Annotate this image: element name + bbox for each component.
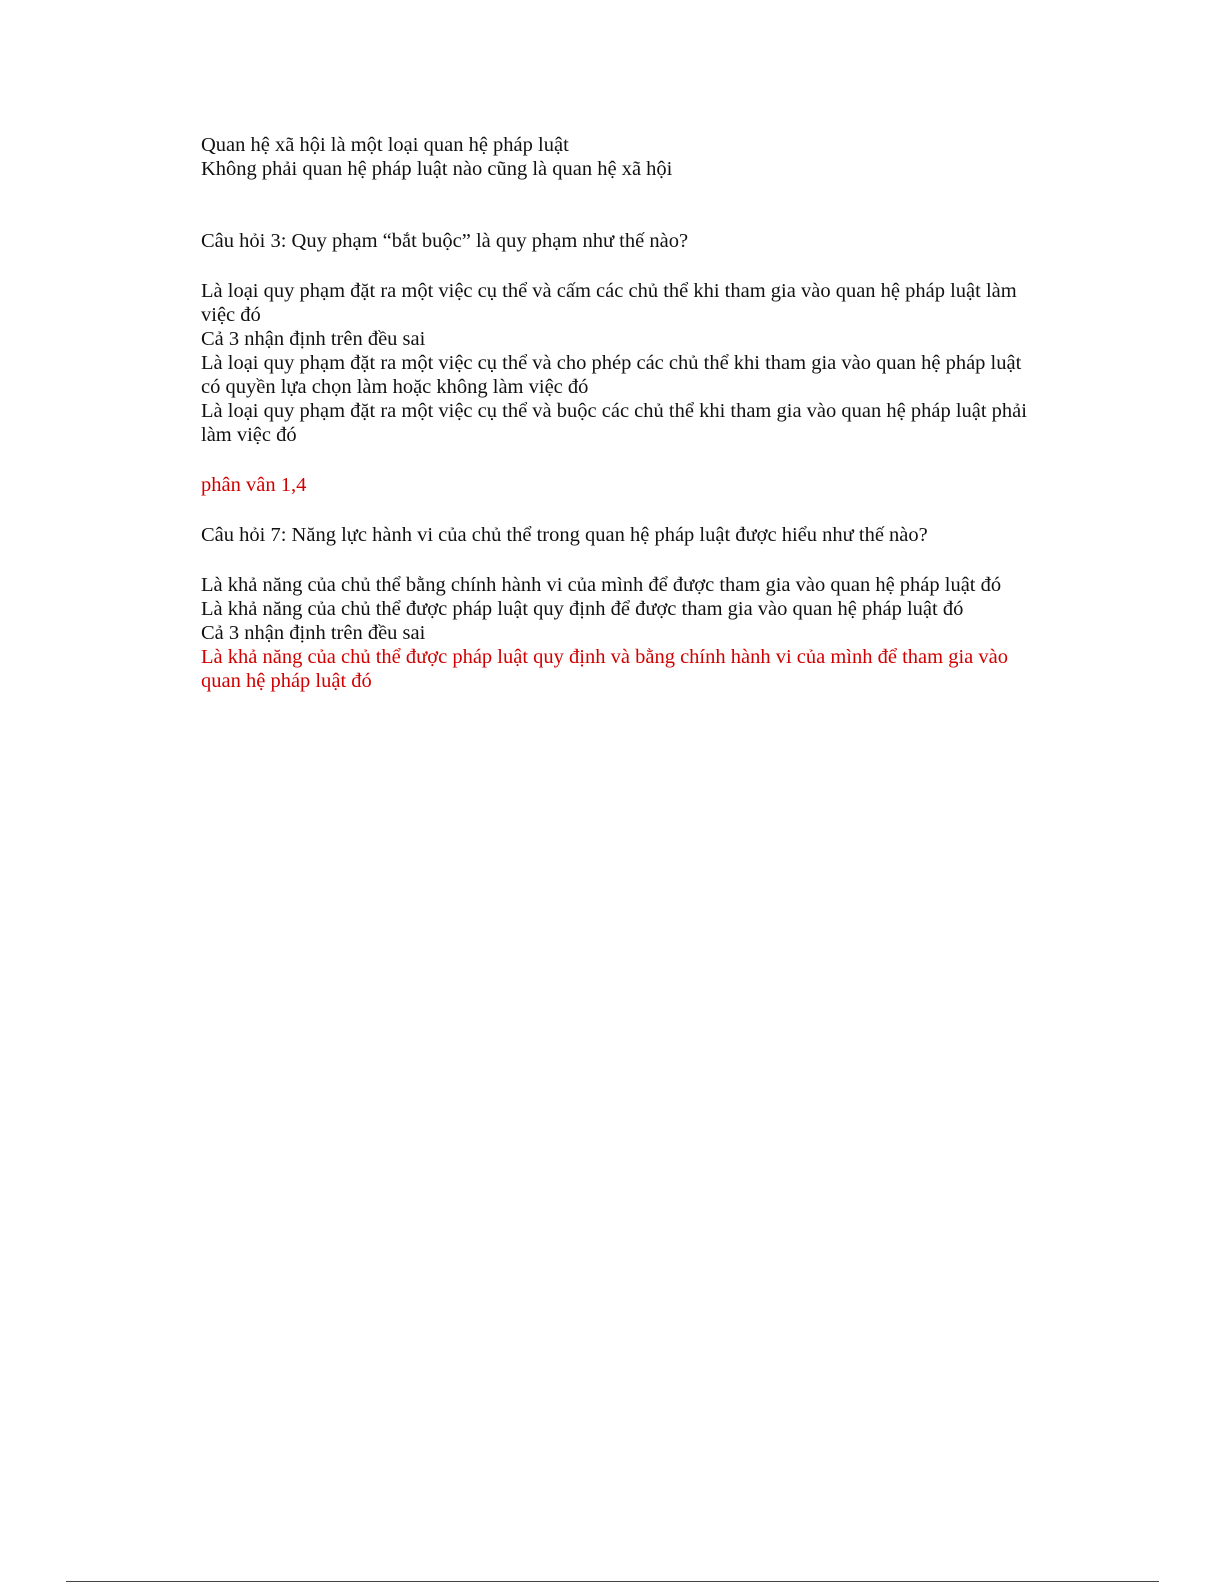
- question-7-correct-option: Là khả năng của chủ thể được pháp luật quy định và bằng chính hành vi của mình để tham gia vào quan hệ pháp luật đó: [201, 646, 1008, 692]
- document-body: [201, 133, 1041, 693]
- question-3-note: phân vân 1,4: [201, 474, 307, 496]
- question-7-option: Cả 3 nhận định trên đều sai: [201, 622, 426, 644]
- spacer: [201, 497, 1041, 523]
- question-7-option: Là khả năng của chủ thể được pháp luật quy định để được tham gia vào quan hệ pháp luật đó: [201, 598, 964, 620]
- question-3-option: Là loại quy phạm đặt ra một việc cụ thể và cấm các chủ thể khi tham gia vào quan hệ pháp luật làm việc đó: [201, 280, 1017, 326]
- spacer: [201, 547, 1041, 573]
- intro-line: Quan hệ xã hội là một loại quan hệ pháp luật: [201, 134, 569, 156]
- spacer: [201, 253, 1041, 279]
- question-7-title: Câu hỏi 7: Năng lực hành vi của chủ thể trong quan hệ pháp luật được hiểu như thế nào?: [201, 524, 928, 546]
- spacer: [201, 447, 1041, 473]
- question-3-title: Câu hỏi 3: Quy phạm “bắt buộc” là quy phạm như thế nào?: [201, 230, 689, 252]
- question-3-option: Là loại quy phạm đặt ra một việc cụ thể và cho phép các chủ thể khi tham gia vào quan hệ pháp luật có quyền lựa chọn làm hoặc không làm việc đó: [201, 352, 1022, 398]
- question-3-option: Cả 3 nhận định trên đều sai: [201, 328, 426, 350]
- question-7-option: Là khả năng của chủ thể bằng chính hành vi của mình để được tham gia vào quan hệ pháp luật đó: [201, 574, 1002, 596]
- spacer: [201, 181, 1041, 229]
- page-bottom-rule: [66, 1581, 1159, 1582]
- question-3-option: Là loại quy phạm đặt ra một việc cụ thể và buộc các chủ thể khi tham gia vào quan hệ pháp luật phải làm việc đó: [201, 400, 1027, 446]
- intro-line: Không phải quan hệ pháp luật nào cũng là quan hệ xã hội: [201, 158, 673, 180]
